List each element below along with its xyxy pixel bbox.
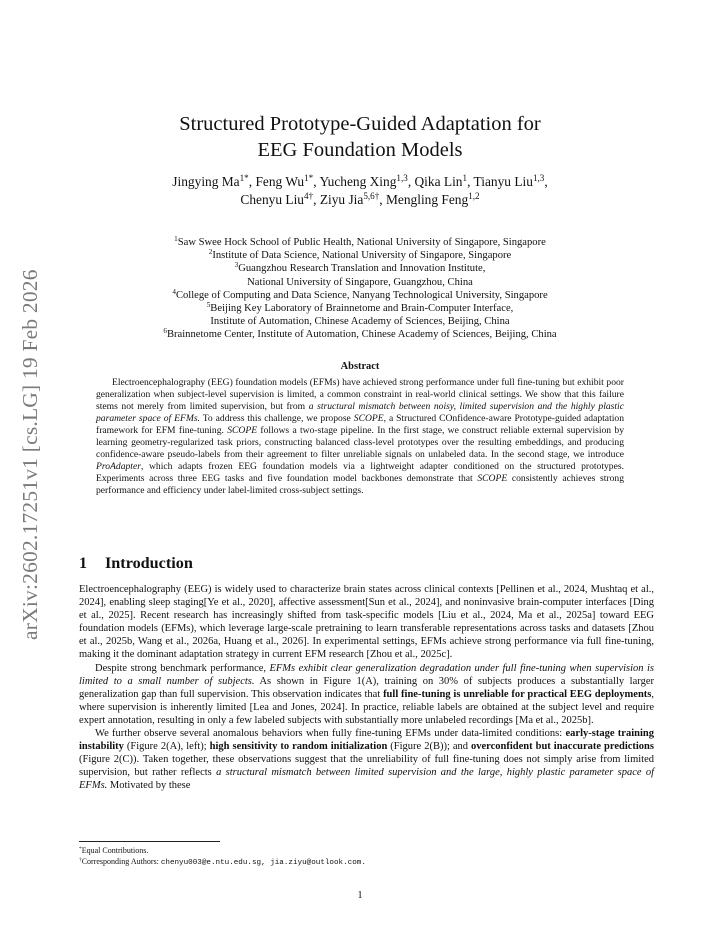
author-sup: 5,6† xyxy=(363,191,380,201)
abstract-text: consistently achieves strong performance and efficiency under label-limited cross-subject settings. xyxy=(96,473,624,497)
affiliation-sup: 5 xyxy=(206,301,211,310)
body-bold: high sensitivity to random initialization xyxy=(209,741,388,753)
affiliation-text: Brainnetome Center, Institute of Automation, Chinese Academy of Sciences, Beijing, China xyxy=(166,329,557,341)
intro-paragraph-3 xyxy=(79,727,654,792)
abstract-heading: Abstract xyxy=(340,361,380,372)
footnote-mark: * xyxy=(79,846,82,853)
affiliation-sup: 6 xyxy=(163,327,167,336)
affiliation xyxy=(0,236,720,249)
author-name: Qika Lin xyxy=(414,174,463,189)
affiliation-sup: 4 xyxy=(172,287,176,296)
intro-paragraph-1: Electroencephalography (EEG) is widely used to characterize brain states across clinical contexts [Pellinen et al., 2024, Mushtaq et al., 2024], enabling sleep staging[Ye et al., 2020], affective assessment[Sun et al., 2024], and noninvasive brain-computer interfaces [Ding et al., 2025]. Recent research has increasingly shifted from task-specific models [Liu et al., 2024, Ma et al., 2025a] toward EEG foundation models (EFMs), which leverage large-scale pretraining to learn transferable representations across tasks and datasets [Zhou et al., 2025b, Wang et al., 2026a, Huang et al., 2026]. In experimental settings, EFMs achieve strong performance via full fine-tuning, making it the dominant adaptation strategy in current EFM research [Zhou et al., 2025c]. xyxy=(79,584,654,661)
body-text: (Figure 2(C)). Taken together, these observations suggest that the unreliability of full fine-tuning does not simply arise from limited supervision, but rather reflects xyxy=(79,754,654,779)
author-name: Mengling Feng xyxy=(386,192,469,207)
author-name: Feng Wu xyxy=(255,174,305,189)
author-name: Chenyu Liu xyxy=(240,192,305,207)
footnote-text: Equal Contributions. xyxy=(81,846,149,855)
affiliation-text: College of Computing and Data Science, Nanyang Technological University, Singapore xyxy=(175,289,548,301)
body-bold: early-stage training instability xyxy=(79,728,654,753)
abstract-paragraph xyxy=(96,377,624,497)
body-bold: overconfident but inaccurate predictions xyxy=(471,741,654,753)
affiliation xyxy=(0,315,720,328)
intro-paragraph-2 xyxy=(79,662,654,727)
abstract-text: , which adapts frozen EEG foundation models via a lightweight adapter conditioned on the structured prototypes. Experiments across three EEG tasks and five foundation model backbones demonstrate that xyxy=(96,461,624,485)
body-text: We further observe several anomalous behaviors when fully fine-tuning EFMs under data-limited conditions: xyxy=(95,728,566,740)
paper-title xyxy=(0,111,720,163)
abstract-text: To address this challenge, we propose xyxy=(199,413,354,425)
author-line-2: Chenyu Liu$^{4\dagger}$, Ziyu Jia$^{5,6\dagger}$, Mengling Feng$^{1,2}$ xyxy=(240,191,480,207)
body-text: Motivated by these xyxy=(107,780,191,792)
affiliation-sup: 3 xyxy=(234,261,239,270)
method-name: SCOPE xyxy=(227,425,258,437)
method-name: SCOPE xyxy=(353,413,384,425)
affiliation-text: Institute of Automation, Chinese Academy of Sciences, Beijing, China xyxy=(210,316,510,328)
abstract-text: Electroencephalography (EEG) foundation models (EFMs) have achieved strong performance under full fine-tuning but exhibit poor generalization when subject-level supervision is limited, a common constraint in real-world clinical settings. We show that this failure stems not merely from limited supervision, but from xyxy=(96,377,624,413)
affiliation-text: Saw Swee Hock School of Public Health, National University of Singapore, Singapore xyxy=(177,237,546,248)
footnote-equal xyxy=(79,845,366,856)
body-emphasis: EFMs exhibit clear generalization degradation under full fine-tuning when supervision is limited to a small number of subjects. xyxy=(79,662,654,687)
method-name: ProAdapter xyxy=(96,461,141,473)
title-line-2: EEG Foundation Models xyxy=(257,139,463,161)
affiliation-list xyxy=(0,236,720,342)
corresponding-emails[interactable]: chenyu003@e.ntu.edu.sg, jia.ziyu@outlook.com. xyxy=(160,859,366,867)
author-name: Tianyu Liu xyxy=(473,174,533,189)
author-sup: 4† xyxy=(304,191,314,201)
author-sup: 1,3 xyxy=(396,173,408,183)
author-name: Yucheng Xing xyxy=(319,174,397,189)
section-number: 1 xyxy=(79,554,88,572)
author-line-1: Jingying $Ma^{1*}$, Feng $Wu^{1*}$, Yucheng Xing$^{1,3}$, Qika Lin$^1$, Tianyu Liu$^{1,3}$, xyxy=(172,173,548,189)
body-text: (Figure 2(B)); and xyxy=(387,741,471,753)
affiliation-text: National University of Singapore, Guangzhou, China xyxy=(247,276,473,288)
affiliation-text: Beijing Key Laboratory of Brainnetome and Brain-Computer Interface, xyxy=(210,303,514,315)
author-name: Ziyu Jia xyxy=(319,192,364,207)
body-emphasis: a structural mismatch between limited supervision and the large, highly plastic parameter space of EFMs. xyxy=(79,767,654,792)
footnote-rule xyxy=(79,841,220,842)
affiliation xyxy=(0,249,720,262)
author-sup: 1 xyxy=(462,173,468,183)
abstract-text: , a Structured COnfidence-aware Prototype-guided adaptation framework for EFM fine-tuning. xyxy=(96,413,624,437)
affiliation-text: Guangzhou Research Translation and Innovation Institute, xyxy=(238,263,486,275)
abstract-emphasis: a structural mismatch between noisy, limited supervision and the highly plastic parameter space of EFMs. xyxy=(96,401,624,425)
footnote-corresponding xyxy=(79,856,366,869)
author-sup: 1,3 xyxy=(532,173,545,183)
affiliation-text: Institute of Data Science, National University of Singapore, Singapore xyxy=(212,250,512,262)
body-bold: full fine-tuning is unreliable for practical EEG deployments xyxy=(383,688,652,700)
page-number: 1 xyxy=(357,890,363,901)
affiliation-sup: 2 xyxy=(208,248,213,257)
section-heading xyxy=(79,554,193,573)
introduction-body xyxy=(79,583,654,793)
method-name: SCOPE xyxy=(477,473,508,485)
affiliation xyxy=(0,328,720,341)
section-title: Introduction xyxy=(105,554,193,572)
author-sup: 1,2 xyxy=(468,191,480,201)
arxiv-identifier-stamp[interactable]: arXiv:2602.17251v1 [cs.LG] 19 Feb 2026 xyxy=(18,269,42,640)
affiliation xyxy=(0,302,720,315)
abstract-text: follows a two-stage pipeline. In the first stage, we construct reliable external supervision by learning geometry-regularized task priors, constructing balanced class-level prototypes over the resulting embeddings, and producing confidence-aware pseudo-labels from their agreement to filter unreliable signals on unlabeled data. In the second stage, we introduce xyxy=(96,425,624,461)
affiliation xyxy=(0,289,720,302)
author-name: Jingying Ma xyxy=(172,174,240,189)
footnote-text: Corresponding Authors: xyxy=(81,857,161,866)
abstract-body xyxy=(96,377,624,497)
title-line-1: Structured Prototype-Guided Adaptation for xyxy=(179,113,541,135)
body-text: , where supervision is inherently limited [Lea and Jones, 2024]. In practice, reliable labels are obtained at the subject level and require expert annotation, resulting in only a few labeled subjects with substantially more unlabeled recordings [Ma et al., 2025b]. xyxy=(79,688,654,726)
affiliation xyxy=(0,262,720,275)
author-sup: 1* xyxy=(239,173,249,183)
author-sup: 1* xyxy=(304,173,314,183)
body-text: Despite strong benchmark performance, xyxy=(95,662,270,674)
body-text: As shown in Figure 1(A), training on 30% of subjects produces a substantially larger generalization gap than full supervision. This observation indicates that xyxy=(79,675,654,700)
affiliation xyxy=(0,276,720,289)
author-list xyxy=(0,173,720,209)
body-text: (Figure 2(A), left); xyxy=(123,741,210,753)
affiliation-sup: 1 xyxy=(174,235,178,244)
footnotes xyxy=(79,845,366,869)
footnote-mark: † xyxy=(79,857,82,864)
